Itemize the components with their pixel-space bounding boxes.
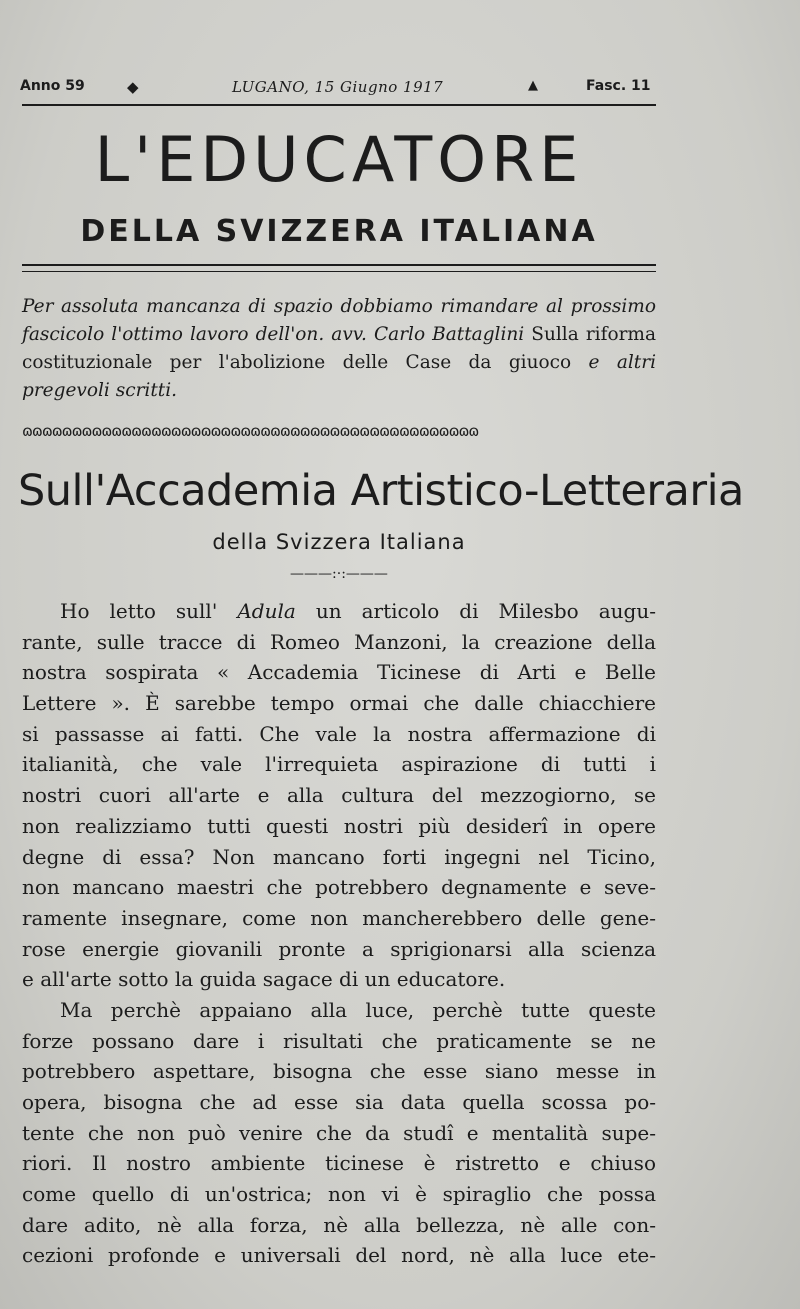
article-divider: ———:·:———	[290, 566, 388, 582]
body-line-text: italianità, che vale l'irrequieta aspirazione di tutti i	[22, 752, 656, 777]
body-line-text: come quello di un'ostrica; non vi è spiraglio che possa	[22, 1182, 656, 1207]
issue-header	[20, 78, 660, 104]
body-line	[22, 1179, 656, 1210]
body-line-text: Lettere ». È sarebbe tempo ormai che dalle chiacchiere	[22, 691, 656, 716]
body-line	[22, 627, 656, 658]
article-subtitle: della Svizzera Italiana	[212, 530, 466, 554]
body-line-text: cezioni profonde e universali del nord, nè alla luce ete-	[22, 1243, 656, 1268]
body-line-text: e all'arte sotto la guida sagace di un educatore.	[22, 967, 506, 992]
notice-italic-1: Per assoluta mancanza di spazio dobbiamo rimandare al prossimo fascicolo l'ottimo lavoro dell'on. avv. Carlo Battaglini	[22, 296, 656, 345]
body-line-text: potrebbero aspettare, bisogna che esse siano messe in	[22, 1059, 656, 1084]
body-line	[22, 811, 656, 842]
body-line	[22, 903, 656, 934]
diamond-icon: ◆	[127, 78, 139, 96]
body-line-text: ramente insegnare, come non mancherebbero delle gene-	[22, 905, 656, 930]
body-line-text: Ho letto sull'	[60, 599, 238, 623]
body-line	[22, 1210, 656, 1241]
body-line-text: dare adito, nè alla forza, nè alla bellezza, nè alle con-	[22, 1212, 656, 1237]
body-line	[22, 719, 656, 750]
body-line-text: nostri cuori all'arte e alla cultura del mezzogiorno, se	[22, 783, 656, 808]
body-line	[22, 1148, 656, 1179]
header-place-date: LUGANO, 15 Giugno 1917	[232, 78, 444, 96]
body-line-text: forze possano dare i risultati che praticamente se ne	[22, 1028, 656, 1053]
body-line	[22, 1240, 656, 1271]
body-line-rest: un articolo di Milesbo augu-	[295, 599, 656, 623]
body-line-text: riori. Il nostro ambiente ticinese è ristretto e chiuso	[22, 1151, 656, 1176]
notice-italic-2: e altri pregevoli scritti.	[22, 352, 656, 401]
body-line-text: opera, bisogna che ad esse sia data quella scossa po-	[22, 1090, 656, 1114]
body-line-text: tente che non può venire che da studî e mentalità supe-	[22, 1120, 656, 1145]
ornamental-border: ɷɷɷɷɷɷɷɷɷɷɷɷɷɷɷɷɷɷɷɷɷɷɷɷɷɷɷɷɷɷɷɷɷɷɷɷɷɷɷɷɷɷɷɷɷɷ	[22, 422, 479, 440]
body-line	[22, 596, 656, 627]
body-line	[22, 1118, 656, 1149]
header-issue: Fasc. 11	[586, 78, 651, 94]
body-line-text: non realizziamo tutti questi nostri più desiderî in opere	[22, 813, 656, 838]
article-title: Sull'Accademia Artistico-Letteraria	[18, 466, 744, 516]
body-line-text: si passasse ai fatti. Che vale la nostra affermazione di	[22, 721, 656, 746]
body-line-text: non mancano maestri che potrebbero degnamente e seve-	[22, 875, 656, 900]
body-line	[22, 842, 656, 873]
article-body	[22, 596, 656, 1271]
body-line-italic: Adula	[237, 599, 296, 623]
body-line-text: degne di essa? Non mancano forti ingegni nel Ticino,	[22, 844, 656, 869]
masthead-rule-thick	[22, 264, 656, 266]
body-line	[22, 1087, 656, 1118]
body-line	[22, 688, 656, 719]
arrow-icon: ▲	[528, 78, 538, 93]
masthead-subtitle: DELLA SVIZZERA ITALIANA	[80, 214, 598, 249]
body-line	[22, 995, 656, 1026]
body-line	[22, 934, 656, 965]
body-line	[22, 872, 656, 903]
header-rule	[22, 104, 656, 106]
masthead-title: L'EDUCATORE	[94, 123, 584, 196]
header-year: Anno 59	[20, 78, 85, 94]
body-line	[22, 1056, 656, 1087]
body-line-text: rose energie giovanili pronte a sprigionarsi alla scienza	[22, 936, 656, 961]
body-line-text: Ma perchè appaiano alla luce, perchè tutte queste	[60, 997, 656, 1022]
body-line	[22, 657, 656, 688]
masthead-rule-thin	[22, 271, 656, 272]
body-line	[22, 1026, 656, 1057]
body-line	[22, 780, 656, 811]
editorial-notice	[22, 293, 656, 405]
body-line-text: rante, sulle tracce di Romeo Manzoni, la creazione della	[22, 629, 656, 654]
body-line	[22, 964, 656, 995]
body-line	[22, 749, 656, 780]
notice-roman: Sulla riforma costituzionale per l'abolizione delle Case da giuoco	[22, 324, 657, 373]
body-line-text: nostra sospirata « Accademia Ticinese di Arti e Belle	[22, 660, 656, 685]
